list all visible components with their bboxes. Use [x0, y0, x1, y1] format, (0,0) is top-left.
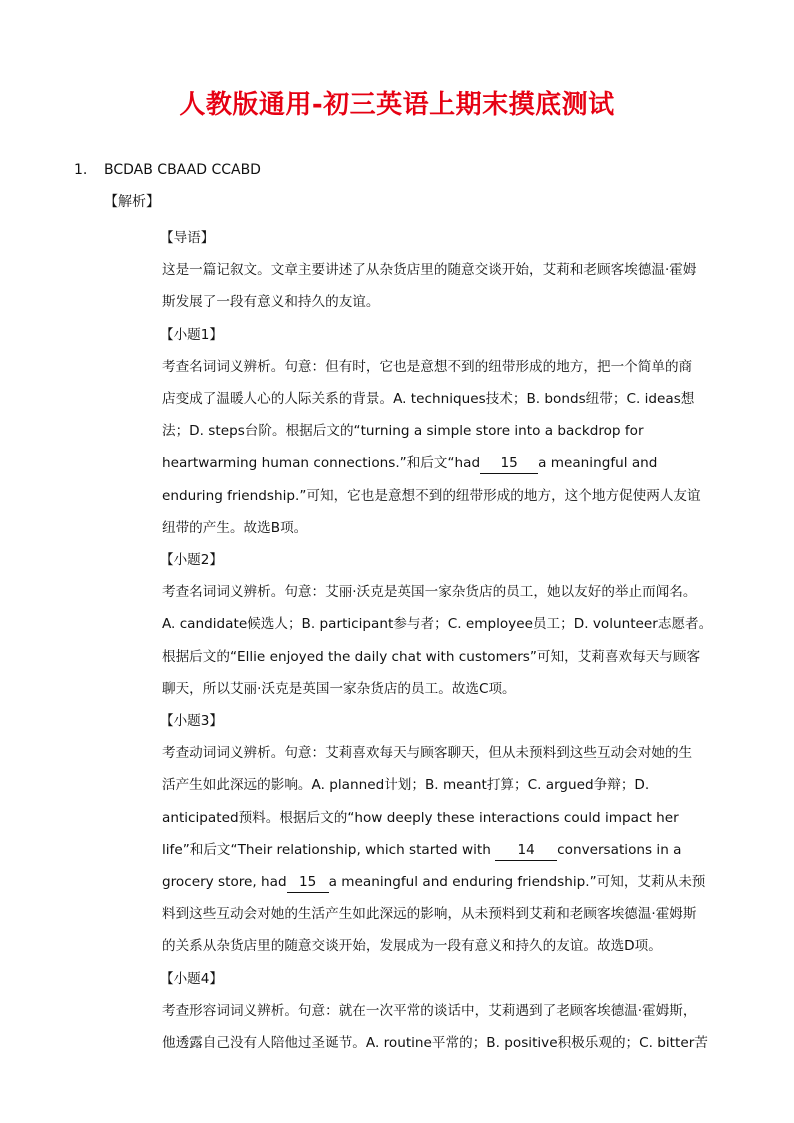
- text-line: 店变成了温暖人心的人际关系的背景。A. techniques技术；B. bonds纽带；C. ideas想: [162, 391, 695, 408]
- text-line: 考查形容词词义辨析。句意：就在一次平常的谈话中，艾莉遇到了老顾客埃德温·霍姆斯，: [162, 1002, 697, 1019]
- text-segment: conversations in a: [557, 841, 682, 858]
- text-line: 纽带的产生。故选B项。: [162, 519, 308, 536]
- text-line: 料到这些互动会对她的生活产生如此深远的影响，从未预料到艾莉和老顾客埃德温·霍姆斯: [162, 906, 697, 923]
- question-answer-line: [74, 160, 261, 180]
- blank-15: 15: [287, 872, 329, 893]
- text-line: 考查名词词义辨析。句意：艾丽·沃克是英国一家杂货店的员工，她以友好的举止而闻名。: [162, 584, 697, 601]
- section-tag-q3: 【小题3】: [160, 713, 224, 730]
- text-line: 他透露自己没有人陪他过圣诞节。A. routine平常的；B. positive积极乐观的；C. bitter苦: [162, 1035, 708, 1052]
- analysis-label: 【解析】: [104, 194, 160, 210]
- page-title: 人教版通用-初三英语上期末摸底测试: [179, 90, 615, 120]
- text-line: enduring friendship.”可知，它也是意想不到的纽带形成的地方，这个地方促使两人友谊: [162, 487, 701, 504]
- question-number: 1.: [74, 162, 88, 178]
- text-line: 考查名词词义辨析。句意：但有时，它也是意想不到的纽带形成的地方，把一个简单的商: [162, 358, 693, 375]
- text-line: 的关系从杂货店里的随意交谈开始，发展成为一段有意义和持久的友谊。故选D项。: [162, 938, 662, 955]
- text-line: [162, 834, 722, 866]
- text-segment: a meaningful and enduring friendship.”可知，艾莉从未预: [328, 874, 706, 891]
- text-line: [162, 447, 722, 479]
- text-line: A. candidate候选人；B. participant参与者；C. employee员工；D. volunteer志愿者。: [162, 616, 713, 633]
- text-line: 聊天，所以艾丽·沃克是英国一家杂货店的员工。故选C项。: [162, 680, 516, 697]
- text-line: anticipated预料。根据后文的“how deeply these interactions could impact her: [162, 809, 679, 826]
- text-line: [162, 866, 722, 898]
- text-line: 这是一篇记叙文。文章主要讲述了从杂货店里的随意交谈开始，艾莉和老顾客埃德温·霍姆: [162, 262, 697, 279]
- text-segment: life”和后文“Their relationship, which started with: [162, 841, 491, 858]
- section-tag-intro: 【导语】: [160, 230, 215, 246]
- blank-15: 15: [480, 453, 538, 474]
- text-segment: heartwarming human connections.”和后文“had: [162, 455, 481, 472]
- text-segment: grocery store, had: [162, 874, 287, 891]
- text-line: 斯发展了一段有意义和持久的友谊。: [162, 294, 380, 311]
- text-line: 根据后文的“Ellie enjoyed the daily chat with customers”可知，艾莉喜欢每天与顾客: [162, 648, 701, 665]
- text-line: 考查动词词义辨析。句意：艾莉喜欢每天与顾客聊天，但从未预料到这些互动会对她的生: [162, 745, 693, 762]
- text-line: 法；D. steps台阶。根据后文的“turning a simple store into a backdrop for: [162, 423, 644, 440]
- section-tag-q4: 【小题4】: [160, 970, 224, 987]
- blank-14: 14: [495, 840, 557, 861]
- analysis-body: [162, 222, 722, 1059]
- text-line: 活产生如此深远的影响。A. planned计划；B. meant打算；C. argued争辩；D.: [162, 777, 650, 794]
- text-segment: a meaningful and: [538, 455, 658, 472]
- answer-key: BCDAB CBAAD CCABD: [104, 162, 261, 178]
- section-tag-q2: 【小题2】: [160, 552, 224, 569]
- section-tag-q1: 【小题1】: [160, 326, 224, 343]
